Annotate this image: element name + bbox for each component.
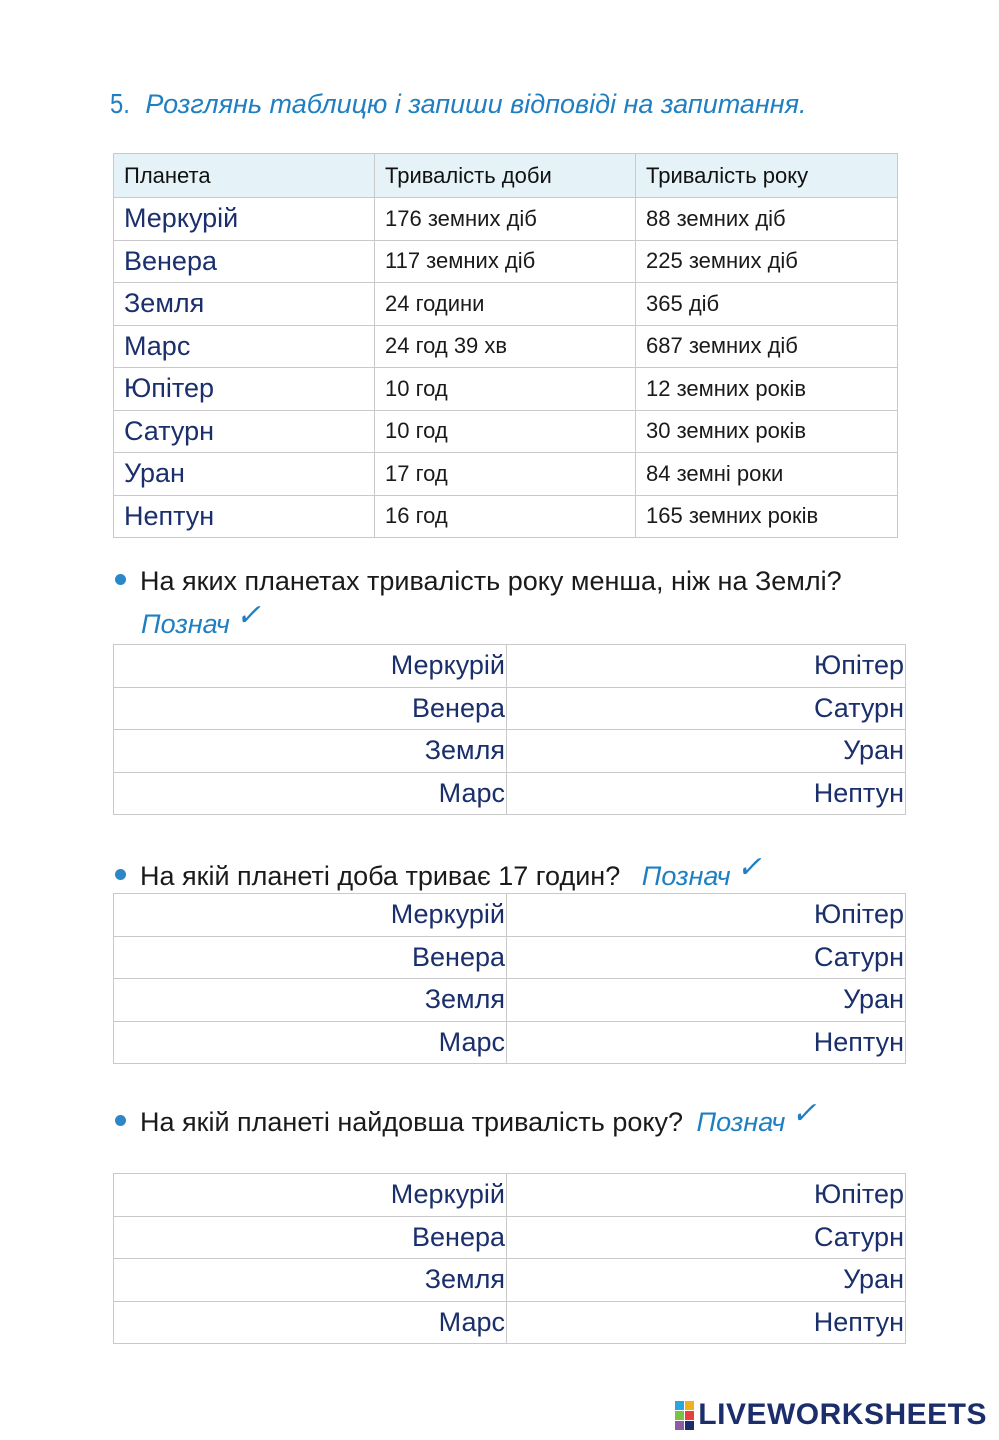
hint-label: Познач	[696, 1107, 786, 1137]
answer-option[interactable]: Венера	[114, 1216, 507, 1259]
answer-option[interactable]: Юпітер	[507, 1174, 906, 1217]
answer-option[interactable]: Сатурн	[507, 1216, 906, 1259]
day-length: 10 год	[375, 410, 636, 453]
task-header	[110, 88, 970, 120]
planet-name: Сатурн	[114, 410, 375, 453]
year-length: 365 діб	[636, 283, 898, 326]
answer-row	[114, 645, 906, 688]
answer-row	[114, 979, 906, 1022]
table-row	[114, 495, 898, 538]
answer-option[interactable]: Марс	[114, 1021, 507, 1064]
question-1-hint	[141, 599, 999, 641]
year-length: 225 земних діб	[636, 240, 898, 283]
table-row	[114, 283, 898, 326]
logo-square	[675, 1421, 684, 1430]
planets-table	[113, 153, 898, 538]
logo-square	[675, 1411, 684, 1420]
year-length: 12 земних років	[636, 368, 898, 411]
planet-name: Марс	[114, 325, 375, 368]
table-row	[114, 240, 898, 283]
hint-label: Познач	[641, 861, 731, 891]
task-instruction: Розглянь таблицю і запиши відповіді на запитання.	[145, 89, 807, 119]
year-length: 30 земних років	[636, 410, 898, 453]
question-text: На яких планетах тривалість року менша, ніж на Землі?	[140, 566, 842, 596]
answer-option[interactable]: Сатурн	[507, 936, 906, 979]
answer-table-3	[113, 1173, 906, 1344]
table-row	[114, 325, 898, 368]
answer-option[interactable]: Меркурій	[114, 1174, 507, 1217]
day-length: 24 години	[375, 283, 636, 326]
brand-name: LIVEWORKSHEETS	[698, 1398, 987, 1431]
answer-row	[114, 936, 906, 979]
checkmark-icon: ✓	[791, 1097, 817, 1130]
answer-row	[114, 1301, 906, 1344]
answer-option[interactable]: Уран	[507, 979, 906, 1022]
table-row	[114, 198, 898, 241]
task-number: 5.	[110, 88, 130, 119]
day-length: 117 земних діб	[375, 240, 636, 283]
logo-square	[685, 1421, 694, 1430]
answer-option[interactable]: Земля	[114, 730, 507, 773]
answer-row	[114, 1216, 906, 1259]
planet-name: Нептун	[114, 495, 375, 538]
bullet-icon	[115, 869, 126, 880]
answer-table-1	[113, 644, 906, 815]
answer-row	[114, 1259, 906, 1302]
answer-option[interactable]: Меркурій	[114, 894, 507, 937]
day-length: 17 год	[375, 453, 636, 496]
day-length: 16 год	[375, 495, 636, 538]
question-2	[115, 851, 985, 893]
table-row	[114, 410, 898, 453]
answer-option[interactable]: Юпітер	[507, 645, 906, 688]
answer-option[interactable]: Нептун	[507, 1021, 906, 1064]
day-length: 24 год 39 хв	[375, 325, 636, 368]
year-length: 88 земних діб	[636, 198, 898, 241]
planet-name: Меркурій	[114, 198, 375, 241]
planet-name: Венера	[114, 240, 375, 283]
header-planet: Планета	[114, 154, 375, 198]
answer-option[interactable]: Нептун	[507, 1301, 906, 1344]
bullet-icon	[115, 574, 126, 585]
answer-option[interactable]: Сатурн	[507, 687, 906, 730]
answer-option[interactable]: Венера	[114, 936, 507, 979]
header-year-length: Тривалість року	[636, 154, 898, 198]
day-length: 10 год	[375, 368, 636, 411]
answer-option[interactable]: Марс	[114, 772, 507, 815]
answer-option[interactable]: Меркурій	[114, 645, 507, 688]
question-text: На якій планеті найдовша тривалість року?	[140, 1107, 683, 1137]
answer-row	[114, 730, 906, 773]
table-row	[114, 453, 898, 496]
answer-option[interactable]: Марс	[114, 1301, 507, 1344]
planet-name: Земля	[114, 283, 375, 326]
answer-option[interactable]: Уран	[507, 730, 906, 773]
year-length: 84 земні роки	[636, 453, 898, 496]
liveworksheets-logo-icon	[675, 1401, 694, 1430]
answer-row	[114, 687, 906, 730]
logo-square	[675, 1401, 684, 1410]
answer-row	[114, 772, 906, 815]
year-length: 687 земних діб	[636, 325, 898, 368]
answer-option[interactable]: Юпітер	[507, 894, 906, 937]
header-day-length: Тривалість доби	[375, 154, 636, 198]
planet-name: Юпітер	[114, 368, 375, 411]
answer-option[interactable]: Уран	[507, 1259, 906, 1302]
question-1	[115, 566, 985, 597]
logo-square	[685, 1411, 694, 1420]
question-3	[115, 1097, 985, 1139]
answer-row	[114, 1174, 906, 1217]
day-length: 176 земних діб	[375, 198, 636, 241]
answer-row	[114, 894, 906, 937]
answer-option[interactable]: Земля	[114, 979, 507, 1022]
liveworksheets-brand	[675, 1398, 987, 1432]
year-length: 165 земних років	[636, 495, 898, 538]
checkmark-icon: ✓	[235, 599, 262, 632]
answer-option[interactable]: Венера	[114, 687, 507, 730]
planet-name: Уран	[114, 453, 375, 496]
table-row	[114, 368, 898, 411]
answer-row	[114, 1021, 906, 1064]
hint-label: Познач	[141, 609, 230, 639]
question-text: На якій планеті доба триває 17 годин?	[140, 861, 621, 891]
table-header-row	[114, 154, 898, 198]
bullet-icon	[115, 1115, 126, 1126]
answer-option[interactable]: Нептун	[507, 772, 906, 815]
answer-option[interactable]: Земля	[114, 1259, 507, 1302]
checkmark-icon: ✓	[736, 851, 762, 884]
answer-table-2	[113, 893, 906, 1064]
logo-square	[685, 1401, 694, 1410]
